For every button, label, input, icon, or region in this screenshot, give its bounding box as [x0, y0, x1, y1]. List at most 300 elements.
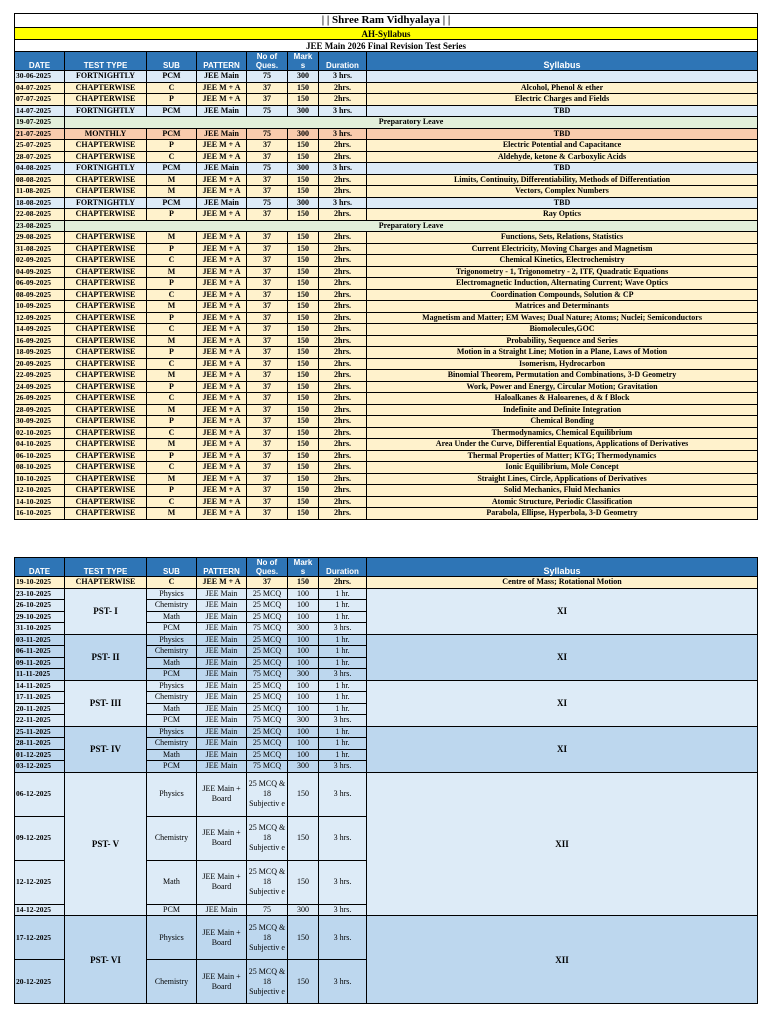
row-marks: 150 — [288, 450, 319, 462]
row-test-type: CHAPTERWISE — [65, 312, 147, 324]
row-marks: 100 — [288, 634, 319, 646]
row-syllabus: Chemical Bonding — [367, 416, 758, 428]
header-duration: Duration — [319, 52, 367, 71]
row-syllabus: Atomic Structure, Periodic Classification — [367, 496, 758, 508]
row-syllabus: Motion in a Straight Line; Motion in a Plane, Laws of Motion — [367, 347, 758, 359]
row-duration: 2hrs. — [319, 335, 367, 347]
row-marks: 300 — [288, 128, 319, 140]
row-syllabus: Isomerism, Hydrocarbon — [367, 358, 758, 370]
table-row — [15, 197, 758, 209]
row-marks: 300 — [288, 761, 319, 773]
table-row — [15, 266, 758, 278]
row-marks: 100 — [288, 600, 319, 612]
row-duration: 1 hr. — [319, 680, 367, 692]
row-question-count: 37 — [247, 508, 288, 520]
row-subject: P — [147, 140, 197, 152]
row-duration: 2hrs. — [319, 82, 367, 94]
row-pattern: JEE M + A — [197, 243, 247, 255]
row-question-count: 25 MCQ — [247, 611, 288, 623]
table-row — [15, 347, 758, 359]
row-test-type: FORTNIGHTLY — [65, 71, 147, 83]
row-pattern: JEE M + A — [197, 450, 247, 462]
row-syllabus: Electromagnetic Induction, Alternating Current; Wave Optics — [367, 278, 758, 290]
row-date: 22-11-2025 — [15, 715, 65, 727]
row-question-count: 37 — [247, 381, 288, 393]
pst-name: PST- II — [65, 634, 147, 680]
row-pattern: JEE M + A — [197, 232, 247, 244]
row-date: 14-10-2025 — [15, 496, 65, 508]
group-syllabus: XI — [367, 588, 758, 634]
row-duration: 2hrs. — [319, 347, 367, 359]
row-date: 28-09-2025 — [15, 404, 65, 416]
row-subject: Chemistry — [147, 960, 197, 1004]
row-subject: P — [147, 209, 197, 221]
row-test-type: CHAPTERWISE — [65, 289, 147, 301]
row-subject: Chemistry — [147, 816, 197, 860]
row-pattern: JEE M + A — [197, 577, 247, 589]
row-subject: C — [147, 358, 197, 370]
table-row — [15, 634, 758, 646]
row-question-count: 75 — [247, 163, 288, 175]
row-duration: 1 hr. — [319, 703, 367, 715]
row-test-type: CHAPTERWISE — [65, 508, 147, 520]
row-test-type: CHAPTERWISE — [65, 301, 147, 313]
row-date: 30-06-2025 — [15, 71, 65, 83]
row-syllabus: Solid Mechanics, Fluid Mechanics — [367, 485, 758, 497]
row-duration: 3 hrs. — [319, 623, 367, 635]
row-pattern: JEE Main — [197, 657, 247, 669]
row-question-count: 37 — [247, 577, 288, 589]
row-duration: 2hrs. — [319, 94, 367, 106]
row-duration: 2hrs. — [319, 232, 367, 244]
row-date: 17-12-2025 — [15, 916, 65, 960]
table-row — [15, 508, 758, 520]
row-duration: 2hrs. — [319, 473, 367, 485]
row-duration: 2hrs. — [319, 266, 367, 278]
row-marks: 300 — [288, 904, 319, 916]
row-subject: P — [147, 94, 197, 106]
row-duration: 1 hr. — [319, 646, 367, 658]
row-marks: 300 — [288, 163, 319, 175]
row-test-type: CHAPTERWISE — [65, 404, 147, 416]
row-subject: Math — [147, 749, 197, 761]
row-question-count: 25 MCQ — [247, 726, 288, 738]
row-marks: 300 — [288, 669, 319, 681]
row-date: 28-07-2025 — [15, 151, 65, 163]
row-subject: Physics — [147, 916, 197, 960]
row-question-count: 25 MCQ — [247, 600, 288, 612]
row-date: 31-10-2025 — [15, 623, 65, 635]
table-row — [15, 439, 758, 451]
table-row — [15, 393, 758, 405]
row-duration: 2hrs. — [319, 381, 367, 393]
row-date: 07-07-2025 — [15, 94, 65, 106]
row-subject: P — [147, 485, 197, 497]
row-subject: Physics — [147, 588, 197, 600]
row-syllabus: Parabola, Ellipse, Hyperbola, 3-D Geometry — [367, 508, 758, 520]
row-duration: 2hrs. — [319, 243, 367, 255]
header-no-of-ques: No of Ques. — [247, 52, 288, 71]
row-pattern: JEE M + A — [197, 496, 247, 508]
header-test-type: TEST TYPE — [65, 52, 147, 71]
row-syllabus: Electric Charges and Fields — [367, 94, 758, 106]
row-question-count: 37 — [247, 404, 288, 416]
row-test-type: CHAPTERWISE — [65, 450, 147, 462]
row-subject: M — [147, 335, 197, 347]
row-subject: PCM — [147, 623, 197, 635]
row-subject: PCM — [147, 669, 197, 681]
row-duration: 3 hrs. — [319, 128, 367, 140]
row-pattern: JEE Main — [197, 646, 247, 658]
row-question-count: 75 — [247, 904, 288, 916]
row-syllabus: Aldehyde, ketone & Carboxylic Acids — [367, 151, 758, 163]
row-marks: 100 — [288, 703, 319, 715]
row-syllabus: Thermodynamics, Chemical Equilibrium — [367, 427, 758, 439]
row-marks: 100 — [288, 657, 319, 669]
row-pattern: JEE M + A — [197, 301, 247, 313]
row-question-count: 37 — [247, 416, 288, 428]
row-subject: C — [147, 289, 197, 301]
row-subject: M — [147, 186, 197, 198]
group-syllabus: XII — [367, 772, 758, 916]
row-subject: C — [147, 462, 197, 474]
row-marks: 100 — [288, 680, 319, 692]
row-test-type: CHAPTERWISE — [65, 94, 147, 106]
row-date: 11-08-2025 — [15, 186, 65, 198]
row-marks: 150 — [288, 289, 319, 301]
row-question-count: 25 MCQ — [247, 657, 288, 669]
row-test-type: CHAPTERWISE — [65, 232, 147, 244]
row-marks: 150 — [288, 416, 319, 428]
row-pattern: JEE Main — [197, 588, 247, 600]
row-marks: 150 — [288, 151, 319, 163]
row-subject: PCM — [147, 761, 197, 773]
row-date: 29-08-2025 — [15, 232, 65, 244]
row-test-type: CHAPTERWISE — [65, 255, 147, 267]
row-question-count: 25 MCQ & 18 Subjectiv e — [247, 772, 288, 816]
school-title: | | Shree Ram Vidhyalaya | | — [15, 14, 758, 28]
row-subject: M — [147, 439, 197, 451]
table-row — [15, 381, 758, 393]
row-marks: 150 — [288, 381, 319, 393]
row-duration: 3 hrs. — [319, 197, 367, 209]
row-syllabus: Ray Optics — [367, 209, 758, 221]
row-date: 18-09-2025 — [15, 347, 65, 359]
row-test-type: CHAPTERWISE — [65, 347, 147, 359]
row-syllabus: Trigonometry - 1, Trigonometry - 2, ITF, Quadratic Equations — [367, 266, 758, 278]
row-test-type: CHAPTERWISE — [65, 324, 147, 336]
row-question-count: 75 — [247, 197, 288, 209]
row-subject: M — [147, 473, 197, 485]
table-row — [15, 772, 758, 816]
row-question-count: 25 MCQ & 18 Subjectiv e — [247, 960, 288, 1004]
row-pattern: JEE Main — [197, 715, 247, 727]
table-row — [15, 450, 758, 462]
group-syllabus: XI — [367, 634, 758, 680]
row-duration: 2hrs. — [319, 289, 367, 301]
row-date: 02-10-2025 — [15, 427, 65, 439]
row-marks: 150 — [288, 347, 319, 359]
row-subject: PCM — [147, 904, 197, 916]
row-subject: M — [147, 370, 197, 382]
row-test-type: CHAPTERWISE — [65, 140, 147, 152]
row-question-count: 37 — [247, 278, 288, 290]
table-row — [15, 427, 758, 439]
row-date: 08-10-2025 — [15, 462, 65, 474]
row-duration: 2hrs. — [319, 450, 367, 462]
row-marks: 100 — [288, 646, 319, 658]
row-duration: 3 hrs. — [319, 163, 367, 175]
row-question-count: 37 — [247, 347, 288, 359]
row-pattern: JEE Main + Board — [197, 772, 247, 816]
row-subject: P — [147, 312, 197, 324]
table-row — [15, 335, 758, 347]
row-subject: M — [147, 508, 197, 520]
row-syllabus: Vectors, Complex Numbers — [367, 186, 758, 198]
row-pattern: JEE M + A — [197, 485, 247, 497]
table-row — [15, 209, 758, 221]
row-syllabus — [367, 71, 758, 83]
table-row — [15, 324, 758, 336]
row-pattern: JEE Main + Board — [197, 916, 247, 960]
row-syllabus: TBD — [367, 105, 758, 117]
row-subject: Physics — [147, 634, 197, 646]
row-question-count: 37 — [247, 243, 288, 255]
row-date: 21-07-2025 — [15, 128, 65, 140]
row-date: 04-07-2025 — [15, 82, 65, 94]
row-syllabus: Matrices and Determinants — [367, 301, 758, 313]
row-date: 14-07-2025 — [15, 105, 65, 117]
row-marks: 150 — [288, 860, 319, 904]
row-date: 06-09-2025 — [15, 278, 65, 290]
row-question-count: 37 — [247, 427, 288, 439]
row-preparatory-leave: Preparatory Leave — [65, 117, 758, 129]
row-marks: 300 — [288, 105, 319, 117]
row-test-type: CHAPTERWISE — [65, 358, 147, 370]
row-date: 01-12-2025 — [15, 749, 65, 761]
row-duration: 2hrs. — [319, 209, 367, 221]
row-marks: 150 — [288, 485, 319, 497]
row-duration: 2hrs. — [319, 427, 367, 439]
row-pattern: JEE M + A — [197, 508, 247, 520]
row-duration: 2hrs. — [319, 439, 367, 451]
table-row — [15, 82, 758, 94]
row-subject: Physics — [147, 726, 197, 738]
row-duration: 3 hrs. — [319, 105, 367, 117]
row-duration: 2hrs. — [319, 312, 367, 324]
row-subject: M — [147, 404, 197, 416]
row-test-type: CHAPTERWISE — [65, 427, 147, 439]
row-subject: Physics — [147, 772, 197, 816]
row-duration: 2hrs. — [319, 370, 367, 382]
header-marks: Mark s — [288, 52, 319, 71]
row-pattern: JEE M + A — [197, 140, 247, 152]
row-duration: 3 hrs. — [319, 916, 367, 960]
row-date: 30-09-2025 — [15, 416, 65, 428]
row-date: 09-11-2025 — [15, 657, 65, 669]
row-marks: 300 — [288, 71, 319, 83]
row-pattern: JEE M + A — [197, 278, 247, 290]
row-question-count: 25 MCQ — [247, 703, 288, 715]
row-marks: 150 — [288, 186, 319, 198]
row-question-count: 37 — [247, 393, 288, 405]
row-marks: 100 — [288, 749, 319, 761]
table-row — [15, 71, 758, 83]
pst-name: PST- III — [65, 680, 147, 726]
row-date: 08-09-2025 — [15, 289, 65, 301]
row-pattern: JEE Main + Board — [197, 816, 247, 860]
row-date: 03-11-2025 — [15, 634, 65, 646]
table-row — [15, 680, 758, 692]
row-question-count: 37 — [247, 82, 288, 94]
row-test-type: CHAPTERWISE — [65, 462, 147, 474]
table-row — [15, 243, 758, 255]
schedule-table-1 — [14, 13, 758, 520]
row-date: 03-12-2025 — [15, 761, 65, 773]
series-title: JEE Main 2026 Final Revision Test Series — [15, 40, 758, 52]
table-row — [15, 404, 758, 416]
row-subject: C — [147, 496, 197, 508]
row-test-type: FORTNIGHTLY — [65, 163, 147, 175]
row-pattern: JEE M + A — [197, 324, 247, 336]
row-date: 16-09-2025 — [15, 335, 65, 347]
row-question-count: 37 — [247, 485, 288, 497]
row-date: 14-11-2025 — [15, 680, 65, 692]
row-duration: 2hrs. — [319, 151, 367, 163]
row-marks: 150 — [288, 496, 319, 508]
row-question-count: 25 MCQ — [247, 680, 288, 692]
row-duration: 2hrs. — [319, 416, 367, 428]
row-duration: 2hrs. — [319, 508, 367, 520]
row-pattern: JEE M + A — [197, 266, 247, 278]
row-marks: 150 — [288, 335, 319, 347]
table-row — [15, 370, 758, 382]
header-test-type: TEST TYPE — [65, 558, 147, 577]
row-marks: 150 — [288, 82, 319, 94]
row-duration: 2hrs. — [319, 496, 367, 508]
table-row — [15, 255, 758, 267]
row-date: 23-10-2025 — [15, 588, 65, 600]
row-question-count: 75 MCQ — [247, 715, 288, 727]
row-duration: 3 hrs. — [319, 669, 367, 681]
row-question-count: 37 — [247, 496, 288, 508]
row-subject: C — [147, 255, 197, 267]
row-date: 29-10-2025 — [15, 611, 65, 623]
row-test-type: CHAPTERWISE — [65, 335, 147, 347]
row-marks: 150 — [288, 232, 319, 244]
row-subject: PCM — [147, 715, 197, 727]
row-syllabus: Coordination Compounds, Solution & CP — [367, 289, 758, 301]
row-syllabus: Current Electricity, Moving Charges and Magnetism — [367, 243, 758, 255]
header-pattern: PATTERN — [197, 558, 247, 577]
row-marks: 150 — [288, 816, 319, 860]
row-question-count: 37 — [247, 266, 288, 278]
syllabus-subtitle: AH-Syllabus — [15, 28, 758, 40]
row-pattern: JEE Main — [197, 611, 247, 623]
header-syllabus: Syllabus — [367, 558, 758, 577]
table-row — [15, 496, 758, 508]
row-subject: P — [147, 450, 197, 462]
row-question-count: 37 — [247, 255, 288, 267]
header-sub: SUB — [147, 52, 197, 71]
row-question-count: 37 — [247, 450, 288, 462]
row-pattern: JEE M + A — [197, 404, 247, 416]
table-row — [15, 105, 758, 117]
row-duration: 3 hrs. — [319, 860, 367, 904]
row-date: 10-09-2025 — [15, 301, 65, 313]
row-pattern: JEE Main — [197, 726, 247, 738]
pst-name: PST- IV — [65, 726, 147, 772]
row-duration: 3 hrs. — [319, 904, 367, 916]
row-marks: 150 — [288, 427, 319, 439]
row-syllabus: Ionic Equilibrium, Mole Concept — [367, 462, 758, 474]
row-test-type: CHAPTERWISE — [65, 496, 147, 508]
row-test-type: MONTHLY — [65, 128, 147, 140]
row-date: 20-11-2025 — [15, 703, 65, 715]
row-pattern: JEE Main — [197, 749, 247, 761]
row-question-count: 37 — [247, 94, 288, 106]
row-subject: Math — [147, 860, 197, 904]
row-marks: 150 — [288, 278, 319, 290]
row-marks: 150 — [288, 404, 319, 416]
row-duration: 2hrs. — [319, 485, 367, 497]
row-syllabus: Centre of Mass; Rotational Motion — [367, 577, 758, 589]
row-pattern: JEE Main + Board — [197, 860, 247, 904]
row-date: 06-11-2025 — [15, 646, 65, 658]
pst-name: PST- V — [65, 772, 147, 916]
row-subject: Math — [147, 657, 197, 669]
header-pattern: PATTERN — [197, 52, 247, 71]
table-row — [15, 301, 758, 313]
row-duration: 1 hr. — [319, 588, 367, 600]
row-subject: M — [147, 266, 197, 278]
row-test-type: FORTNIGHTLY — [65, 197, 147, 209]
row-pattern: JEE M + A — [197, 473, 247, 485]
row-pattern: JEE M + A — [197, 462, 247, 474]
row-pattern: JEE M + A — [197, 289, 247, 301]
row-subject: PCM — [147, 128, 197, 140]
row-syllabus: Haloalkanes & Haloarenes, d & f Block — [367, 393, 758, 405]
row-syllabus: Area Under the Curve, Differential Equations, Applications of Derivatives — [367, 439, 758, 451]
row-pattern: JEE Main — [197, 197, 247, 209]
row-syllabus: Limits, Continuity, Differentiability, Methods of Differentiation — [367, 174, 758, 186]
row-syllabus: TBD — [367, 128, 758, 140]
row-test-type: CHAPTERWISE — [65, 393, 147, 405]
row-date: 09-12-2025 — [15, 816, 65, 860]
row-marks: 150 — [288, 358, 319, 370]
row-date: 14-09-2025 — [15, 324, 65, 336]
row-marks: 100 — [288, 588, 319, 600]
row-subject: Chemistry — [147, 600, 197, 612]
table-row — [15, 186, 758, 198]
row-duration: 1 hr. — [319, 657, 367, 669]
row-subject: C — [147, 393, 197, 405]
row-duration: 1 hr. — [319, 634, 367, 646]
table-row — [15, 232, 758, 244]
row-test-type: CHAPTERWISE — [65, 370, 147, 382]
row-pattern: JEE Main — [197, 738, 247, 750]
row-question-count: 37 — [247, 335, 288, 347]
row-test-type: CHAPTERWISE — [65, 381, 147, 393]
row-question-count: 37 — [247, 312, 288, 324]
row-duration: 2hrs. — [319, 393, 367, 405]
row-syllabus: Thermal Properties of Matter; KTG; Thermodynamics — [367, 450, 758, 462]
row-marks: 100 — [288, 611, 319, 623]
header-no-of-ques: No of Ques. — [247, 558, 288, 577]
row-date: 19-07-2025 — [15, 117, 65, 129]
row-pattern: JEE Main — [197, 692, 247, 704]
row-question-count: 37 — [247, 186, 288, 198]
